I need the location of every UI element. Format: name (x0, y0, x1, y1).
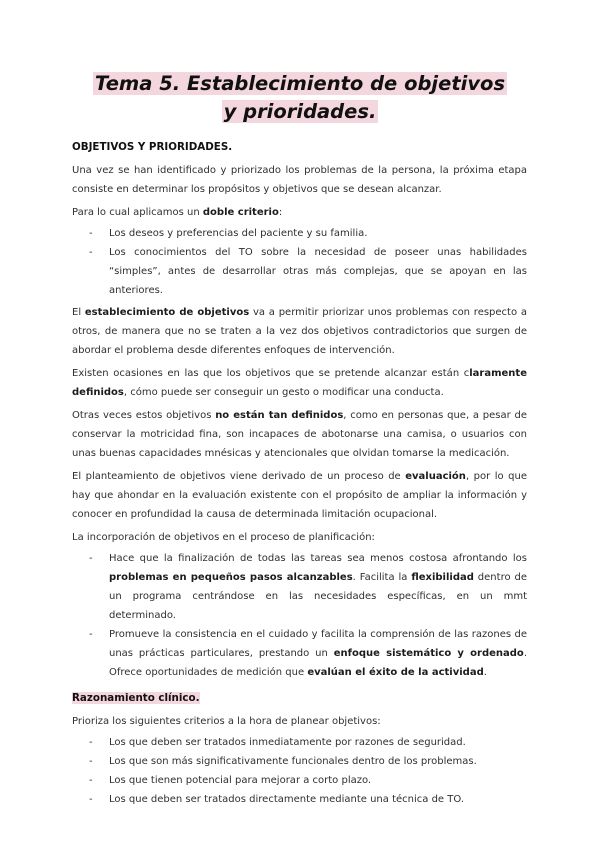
paragraph-definidos: Existen ocasiones en las que los objetivos que se pretende alcanzar están claramente definidos, cómo puede ser conseguir un gesto o modificar una conducta. (72, 368, 527, 398)
paragraph-evaluacion: El planteamiento de objetivos viene derivado de un proceso de evaluación, por lo que hay que ahondar en la evaluación existente con el propósito de ampliar la información y conocer en profundidad la causa de determinada limitación ocupacional. (72, 471, 527, 520)
list-item: - Promueve la consistencia en el cuidado y facilita la comprensión de las razones de unas prácticas particulares, prestando un enfoque sistemático y ordenado. Ofrece oportunidades de medición que evalúan el éxito de la actividad. (72, 625, 527, 682)
list-item: - Los que tienen potencial para mejorar a corto plazo. (72, 771, 527, 790)
title-line-2: y prioridades. (223, 100, 377, 123)
list-item: - Los que son más significativamente funcionales dentro de los problemas. (72, 752, 527, 771)
list-item: - Los deseos y preferencias del paciente y su familia. (72, 224, 527, 243)
criteria-list (72, 224, 527, 300)
document-body (72, 139, 527, 812)
paragraph-incorporacion: La incorporación de objetivos en el proceso de planificación: (72, 532, 375, 543)
planning-list (72, 549, 527, 682)
paragraph-establecimiento: El establecimiento de objetivos va a permitir priorizar unos problemas con respecto a otros, de manera que no se traten a la vez dos objetivos contradictorios que surgen de abordar el problema desde diferentes enfoques de intervención. (72, 307, 528, 356)
list-item: - Hace que la finalización de todas las tareas sea menos costosa afrontando los problemas en pequeños pasos alcanzables. Facilita la flexibilidad dentro de un programa centrándose en las necesidades específicas, en un mmt determinado. (72, 549, 527, 625)
list-item: - Los que deben ser tratados inmediatamente por razones de seguridad. (72, 733, 527, 752)
paragraph-intro: Una vez se han identificado y priorizado los problemas de la persona, la próxima etapa consiste en determinar los propósitos y objetivos que se desean alcanzar. (72, 165, 527, 195)
page-title (0, 70, 600, 126)
section-heading-razonamiento: Razonamiento clínico. (72, 692, 200, 704)
priority-list (72, 733, 527, 809)
list-item: - Los conocimientos del TO sobre la necesidad de poseer unas habilidades “simples”, antes de desarrollar otras más complejas, que se apoyan en las anteriores. (72, 243, 527, 300)
title-line-1: Tema 5. Establecimiento de objetivos (94, 72, 506, 95)
section-heading-objetivos: OBJETIVOS Y PRIORIDADES. (72, 141, 233, 153)
paragraph-prioriza: Prioriza los siguientes criterios a la hora de planear objetivos: (72, 716, 381, 727)
paragraph-doble-criterio: Para lo cual aplicamos un doble criterio: (72, 207, 283, 218)
paragraph-no-definidos: Otras veces estos objetivos no están tan definidos, como en personas que, a pesar de conservar la motricidad fina, son incapaces de abotonarse una camisa, o usuarios con unas buenas capacidades mnésicas y atencionales que olvidan tomarse la medicación. (72, 410, 528, 459)
list-item: - Los que deben ser tratados directamente mediante una técnica de TO. (72, 790, 527, 809)
